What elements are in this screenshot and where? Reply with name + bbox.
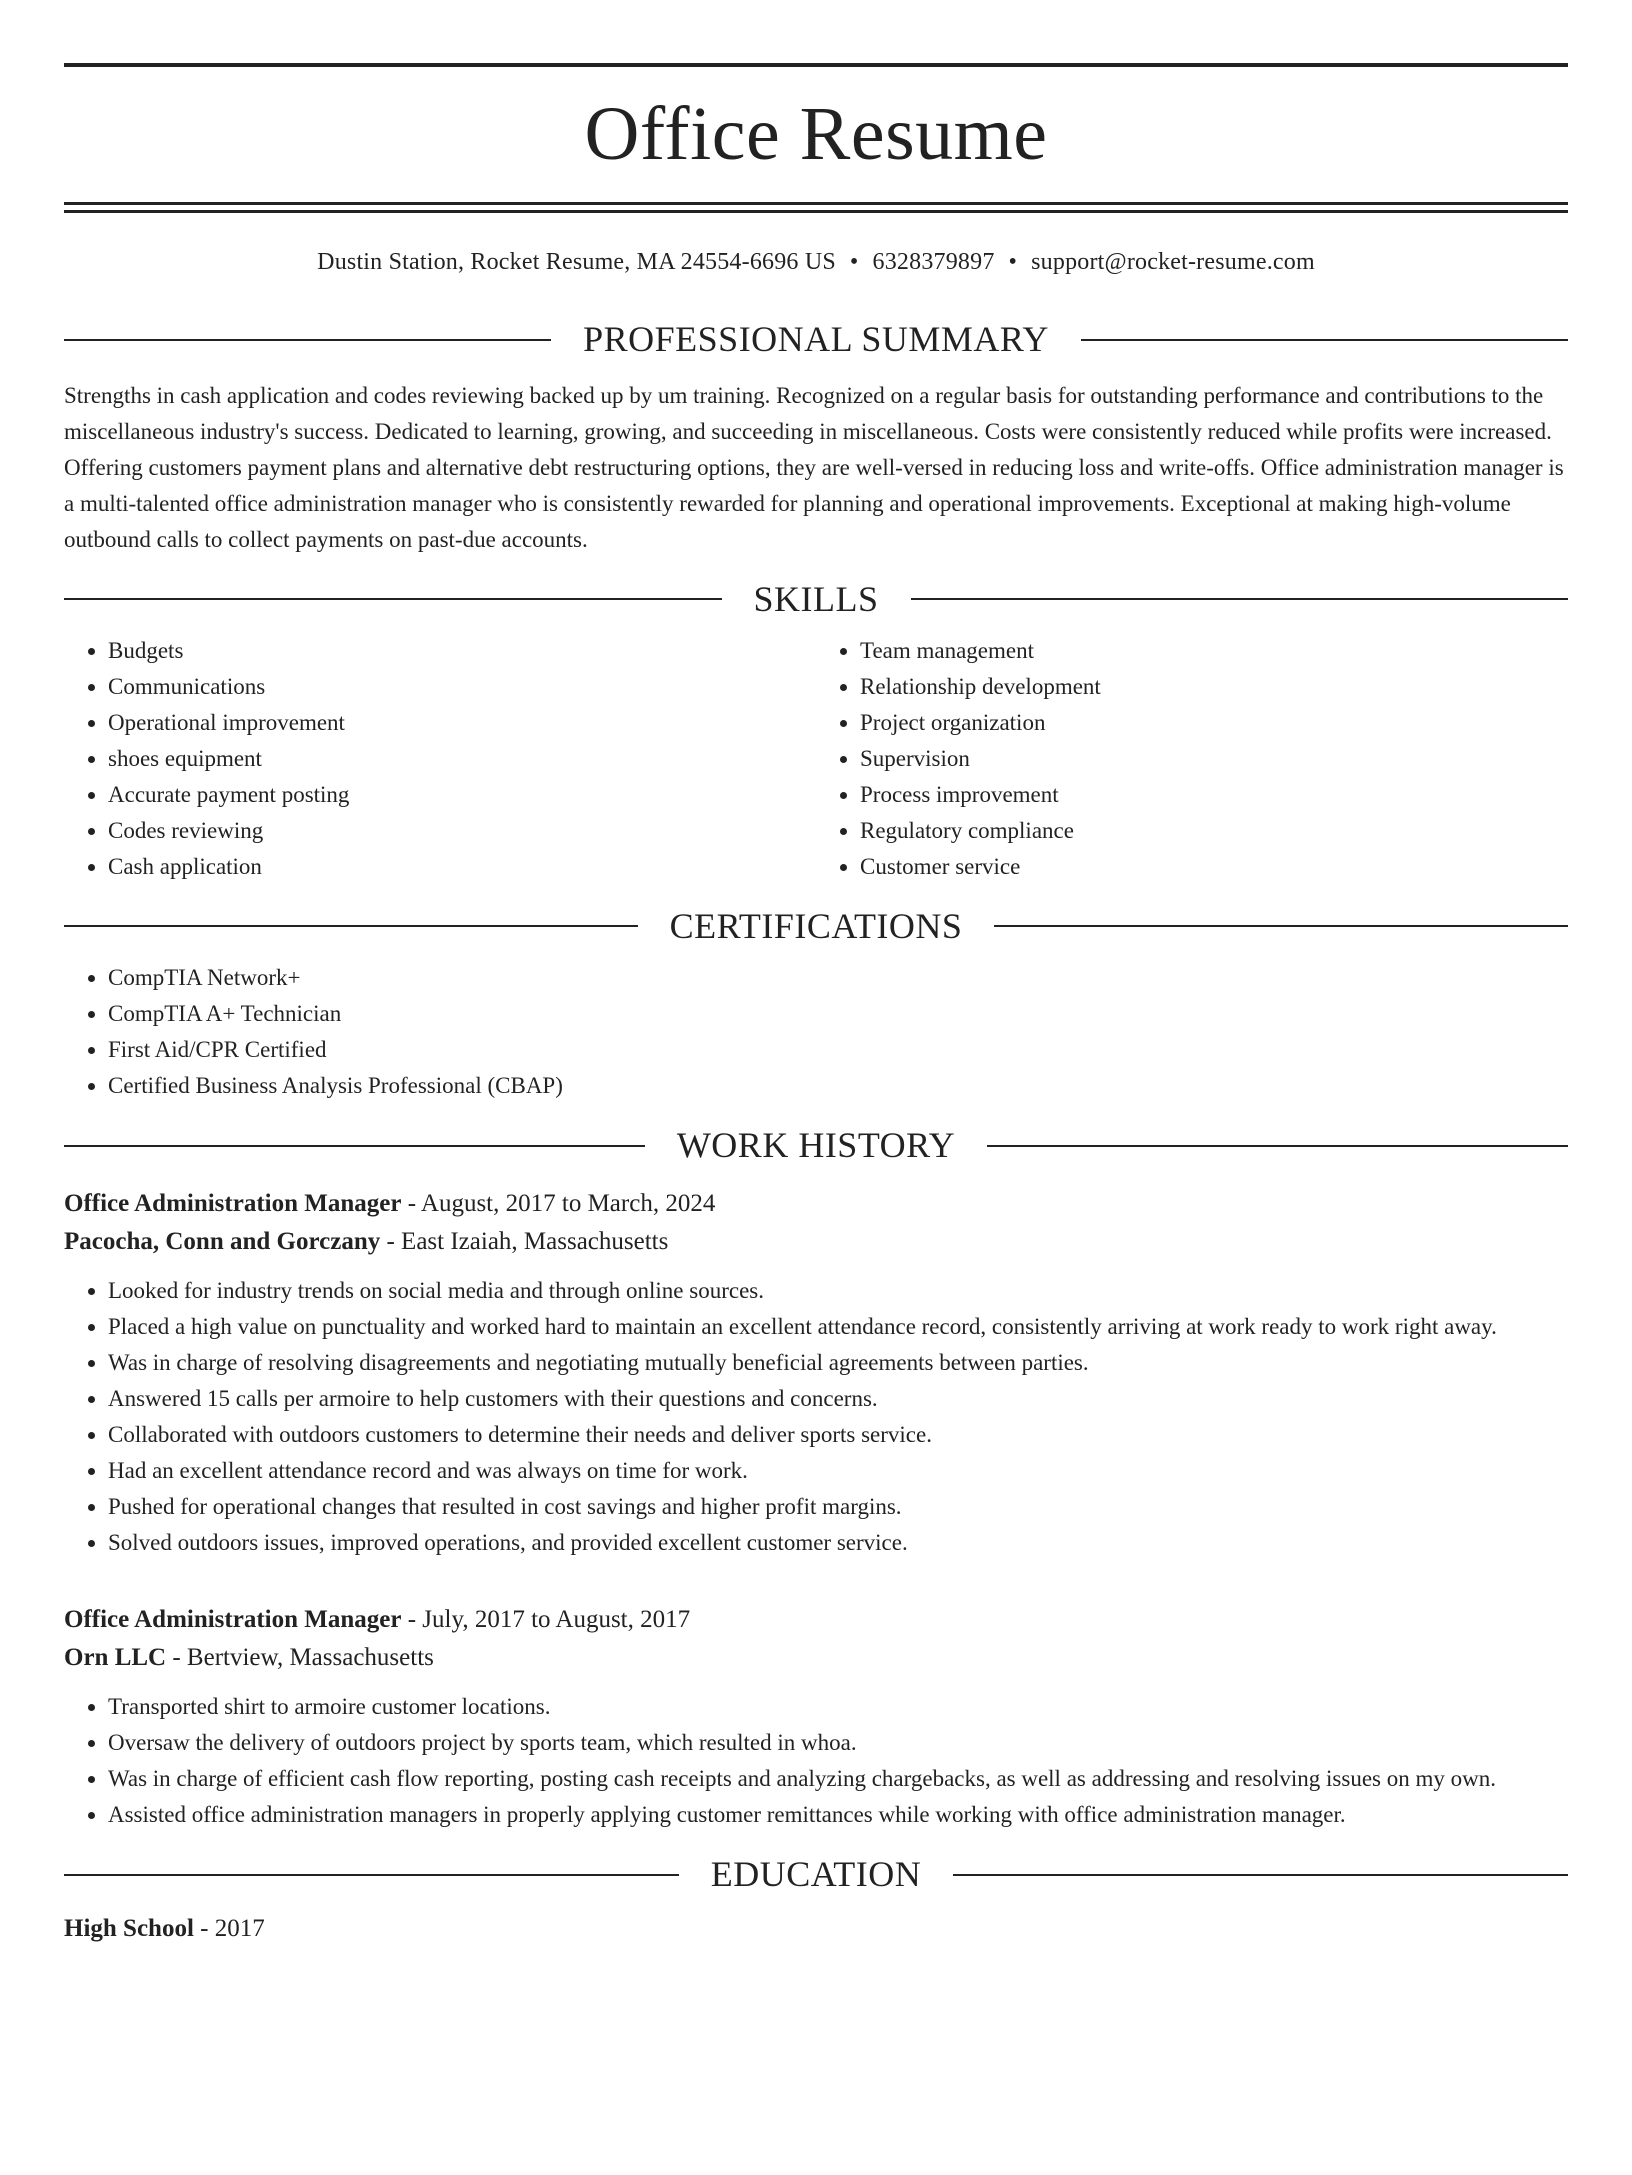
- section-title-work-history: WORK HISTORY: [676, 1124, 956, 1165]
- job-company-line: [64, 1639, 1568, 1677]
- skills-columns: [64, 621, 1568, 885]
- heading-rule-right: [994, 925, 1568, 927]
- skill-item: • Process improvement: [860, 777, 1568, 813]
- contact-separator: •: [1008, 248, 1018, 275]
- section-heading-certifications: [64, 905, 1568, 948]
- job-bullet: • Answered 15 calls per armoire to help customers with their questions and concerns.: [108, 1381, 1568, 1417]
- skill-item: • Budgets: [108, 633, 816, 669]
- heading-rule-right: [1081, 339, 1568, 341]
- heading-rule-left: [64, 1874, 679, 1876]
- job-bullet: • Collaborated with outdoors customers to determine their needs and deliver sports service.: [108, 1417, 1568, 1453]
- job-bullets: [64, 1689, 1568, 1833]
- heading-rule-left: [64, 1145, 645, 1147]
- section-heading-skills: [64, 578, 1568, 621]
- heading-rule-left: [64, 598, 722, 600]
- certification-item: • First Aid/CPR Certified: [108, 1032, 1568, 1068]
- resume-page: [0, 63, 1632, 2175]
- skill-item: • shoes equipment: [108, 741, 816, 777]
- job-bullet: • Had an excellent attendance record and was always on time for work.: [108, 1453, 1568, 1489]
- skill-item: • Codes reviewing: [108, 813, 816, 849]
- section-title-education: EDUCATION: [710, 1854, 922, 1895]
- education-school: High School: [64, 1915, 194, 1943]
- certification-item: • Certified Business Analysis Professional (CBAP): [108, 1068, 1568, 1104]
- job-bullet: • Placed a high value on punctuality and worked hard to maintain an excellent attendance record, consistently arriving at work ready to work right away.: [108, 1309, 1568, 1345]
- contact-address: Dustin Station, Rocket Resume, MA 24554-6696 US: [317, 248, 836, 275]
- job-title-line: [64, 1601, 1568, 1639]
- skill-item: • Communications: [108, 669, 816, 705]
- job-bullets: [64, 1273, 1568, 1561]
- job-bullet: • Was in charge of efficient cash flow reporting, posting cash receipts and analyzing chargebacks, as well as addressing and resolving issues on my own.: [108, 1761, 1568, 1797]
- skill-item: • Accurate payment posting: [108, 777, 816, 813]
- heading-rule-right: [987, 1145, 1568, 1147]
- education-entry: [64, 1910, 1568, 1948]
- job-bullet: • Assisted office administration managers in properly applying customer remittances while working with office administration manager.: [108, 1797, 1568, 1833]
- section-heading-education: [64, 1853, 1568, 1896]
- job-dates: - July, 2017 to August, 2017: [401, 1606, 691, 1634]
- job-company: Pacocha, Conn and Gorczany: [64, 1228, 381, 1256]
- job-location: - Bertview, Massachusetts: [166, 1644, 434, 1672]
- section-heading-work-history: [64, 1124, 1568, 1167]
- title-double-rule: [64, 202, 1568, 212]
- education-year: - 2017: [193, 1915, 265, 1943]
- job-bullet: • Pushed for operational changes that resulted in cost savings and higher profit margins.: [108, 1489, 1568, 1525]
- section-title-certifications: CERTIFICATIONS: [669, 905, 963, 946]
- section-title-summary: PROFESSIONAL SUMMARY: [583, 319, 1049, 360]
- job-dates: - August, 2017 to March, 2024: [401, 1190, 716, 1218]
- job-entry: [64, 1185, 1568, 1561]
- job-company: Orn LLC: [64, 1644, 167, 1672]
- top-rule: [64, 63, 1568, 67]
- heading-rule-left: [64, 339, 551, 341]
- skill-item: • Project organization: [860, 705, 1568, 741]
- skill-item: • Operational improvement: [108, 705, 816, 741]
- job-title: Office Administration Manager: [64, 1606, 402, 1634]
- job-company-line: [64, 1223, 1568, 1261]
- heading-rule-left: [64, 925, 638, 927]
- job-title: Office Administration Manager: [64, 1190, 402, 1218]
- contact-email: support@rocket-resume.com: [1031, 248, 1315, 275]
- job-bullet: • Was in charge of resolving disagreements and negotiating mutually beneficial agreements between parties.: [108, 1345, 1568, 1381]
- skill-item: • Regulatory compliance: [860, 813, 1568, 849]
- skills-list-left: [64, 633, 816, 885]
- skill-item: • Customer service: [860, 849, 1568, 885]
- job-location: - East Izaiah, Massachusetts: [380, 1228, 669, 1256]
- job-bullet: • Oversaw the delivery of outdoors project by sports team, which resulted in whoa.: [108, 1725, 1568, 1761]
- job-bullet: • Looked for industry trends on social media and through online sources.: [108, 1273, 1568, 1309]
- job-bullet: • Solved outdoors issues, improved operations, and provided excellent customer service.: [108, 1525, 1568, 1561]
- contact-phone: 6328379897: [872, 248, 995, 275]
- skill-item: • Cash application: [108, 849, 816, 885]
- certification-item: • CompTIA Network+: [108, 960, 1568, 996]
- heading-rule-right: [911, 598, 1569, 600]
- job-bullet: • Transported shirt to armoire customer locations.: [108, 1689, 1568, 1725]
- section-title-skills: SKILLS: [753, 578, 879, 619]
- job-entry: [64, 1601, 1568, 1833]
- contact-line: [64, 248, 1568, 277]
- certification-item: • CompTIA A+ Technician: [108, 996, 1568, 1032]
- contact-separator: •: [849, 248, 859, 275]
- skill-item: • Team management: [860, 633, 1568, 669]
- section-heading-summary: [64, 318, 1568, 361]
- skills-list-right: [816, 633, 1568, 885]
- skill-item: • Supervision: [860, 741, 1568, 777]
- job-title-line: [64, 1185, 1568, 1223]
- heading-rule-right: [953, 1874, 1568, 1876]
- resume-title: Office Resume: [584, 92, 1048, 176]
- skill-item: • Relationship development: [860, 669, 1568, 705]
- summary-paragraph: Strengths in cash application and codes reviewing backed up by um training. Recognized on a regular basis for outstanding performance and contributions to the miscellaneous industry's success. Dedicated to learning, growing, and succeeding in miscellaneous. Costs were consistently reduced while profits were increased. Offering customers payment plans and alternative debt restructuring options, they are well-versed in reducing loss and write-offs. Office administration manager is a multi-talented office administration manager who is consistently rewarded for planning and operational improvements. Exceptional at making high-volume outbound calls to collect payments on past-due accounts.: [64, 382, 1564, 552]
- certifications-list: [64, 960, 1568, 1104]
